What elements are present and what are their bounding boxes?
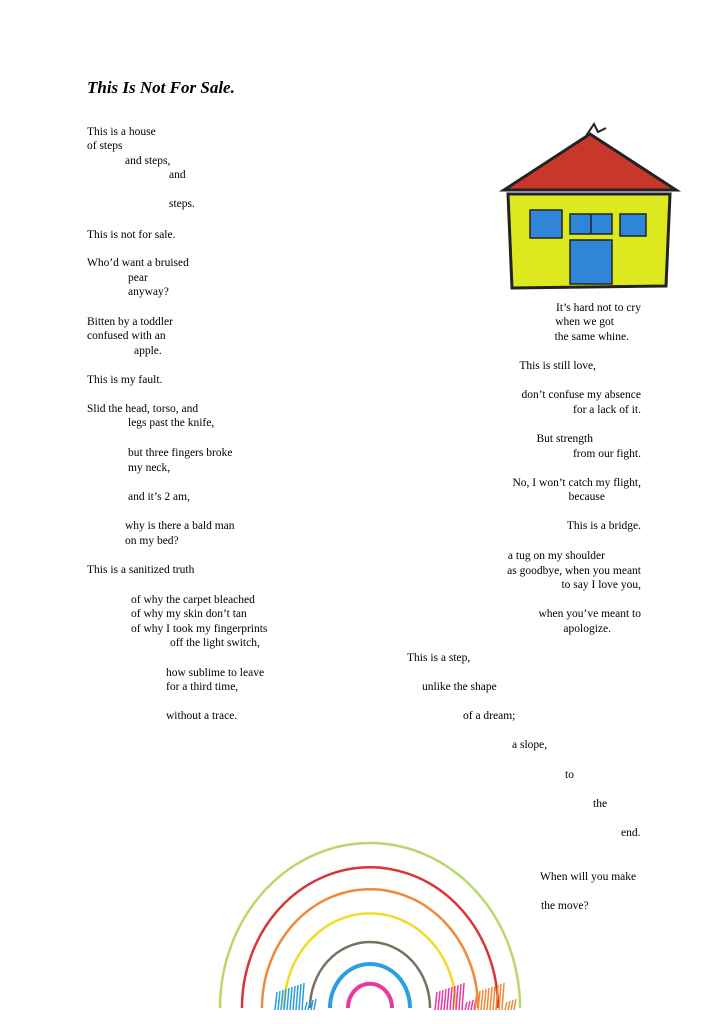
poem-line: when you’ve meant to <box>538 608 641 620</box>
grass-stroke <box>314 999 316 1010</box>
grass-stroke <box>484 989 486 1010</box>
grass-stroke <box>308 1001 310 1010</box>
poem-line: This is my fault. <box>87 374 163 386</box>
poem-line: but three fingers broke <box>128 447 233 459</box>
poem-line: the <box>593 798 608 810</box>
poem-line: my neck, <box>128 462 171 474</box>
poem-line: confused with an <box>87 330 166 342</box>
poem-line: steps. <box>169 198 195 210</box>
house-roof <box>504 134 676 190</box>
poem-line: end. <box>621 827 641 839</box>
poem-line: and steps, <box>125 155 171 167</box>
poem-line: This is still love, <box>519 360 596 372</box>
grass-stroke <box>296 985 298 1010</box>
grass-stroke <box>278 991 280 1010</box>
poem-line: how sublime to leave <box>166 667 265 679</box>
grass-stroke <box>487 988 489 1010</box>
poem-line: off the light switch, <box>170 637 260 649</box>
rainbow-arc <box>330 964 410 1008</box>
grass-stroke <box>435 992 437 1010</box>
grass-stroke <box>444 989 446 1010</box>
poem-line: why is there a bald man <box>125 520 235 532</box>
grass-stroke <box>456 985 458 1010</box>
poem-line: a slope, <box>512 739 548 751</box>
poem-line: No, I won’t catch my flight, <box>512 477 641 489</box>
poem-line: This is a sanitized truth <box>87 564 195 576</box>
poem-line: When will you make <box>540 871 637 883</box>
grass-stroke <box>281 990 283 1010</box>
grass-stroke <box>462 983 464 1010</box>
rainbow-arc <box>348 984 392 1008</box>
poem-line: This is a house <box>87 126 156 138</box>
grass-stroke <box>305 1002 307 1010</box>
poem-line: a tug on my shoulder <box>507 550 605 562</box>
rainbow-arc <box>310 942 430 1008</box>
poem-line: for a lack of it. <box>572 404 641 416</box>
house-drawing <box>490 118 685 298</box>
poem-line: of a dream; <box>463 710 516 722</box>
grass-stroke <box>290 987 292 1010</box>
poem-line: of why I took my fingerprints <box>131 623 268 635</box>
poem-line: without a trace. <box>166 710 238 722</box>
poem-line: Slid the head, torso, and <box>87 403 199 415</box>
rainbow-arc <box>284 913 456 1008</box>
poem-line: as goodbye, when you meant <box>507 565 641 577</box>
poem-line: This is a bridge. <box>566 520 641 532</box>
poem-line: It’s hard not to cry <box>556 302 641 314</box>
poem-line: of why my skin don’t tan <box>131 608 247 620</box>
grass-stroke <box>505 1002 507 1010</box>
grass-stroke <box>514 999 516 1010</box>
poem-line: Bitten by a toddler <box>87 316 173 328</box>
house-window-left <box>530 210 562 238</box>
grass-stroke <box>471 1000 473 1010</box>
grass-stroke <box>459 984 461 1010</box>
poem-line: to say I love you, <box>561 579 641 591</box>
poem-line: Who’d want a bruised <box>87 257 189 269</box>
poem-line: This is a step, <box>407 652 471 664</box>
grass-stroke <box>499 984 501 1010</box>
grass-stroke <box>299 984 301 1010</box>
house-window-right <box>620 214 646 236</box>
grass-stroke <box>475 992 477 1010</box>
poem-line: for a third time, <box>166 681 239 693</box>
poem-title: This Is Not For Sale. <box>87 78 235 97</box>
poem-line: This is not for sale. <box>87 229 176 241</box>
poem-line: unlike the shape <box>422 681 497 693</box>
poem-line: of why the carpet bleached <box>131 594 255 606</box>
grass-stroke <box>481 990 483 1010</box>
poem-line: legs past the knife, <box>128 417 215 429</box>
grass-stroke <box>450 987 452 1010</box>
grass-stroke <box>287 988 289 1010</box>
poem-line: because <box>568 491 605 503</box>
grass-stroke <box>502 983 504 1010</box>
poem-line: of steps <box>87 140 123 152</box>
poem-line: the same whine. <box>554 331 629 343</box>
poem-line: to <box>565 769 574 781</box>
grass-stroke <box>465 1002 467 1010</box>
grass-stroke <box>490 987 492 1010</box>
grass-stroke <box>302 983 304 1010</box>
poem-line: when we got <box>555 316 614 328</box>
poem-line: apologize. <box>563 623 611 635</box>
rainbow-drawing <box>205 818 535 1012</box>
house-door <box>570 240 612 284</box>
poem-line: But strength <box>536 433 593 445</box>
grass-stroke <box>438 991 440 1010</box>
poem-line: on my bed? <box>125 535 179 547</box>
grass-stroke <box>493 986 495 1010</box>
poem-line: the move? <box>541 900 589 912</box>
grass-stroke <box>293 986 295 1010</box>
grass-stroke <box>508 1001 510 1010</box>
poem-line: anyway? <box>128 286 169 298</box>
poem-line: from our fight. <box>572 448 641 460</box>
grass-stroke <box>511 1000 513 1010</box>
grass-stroke <box>447 988 449 1010</box>
grass-stroke <box>468 1001 470 1010</box>
poem-line: and <box>169 169 186 181</box>
poem-line: pear <box>128 272 148 284</box>
poem-line: don’t confuse my absence <box>521 389 641 401</box>
grass-stroke <box>275 992 277 1010</box>
poem-line: apple. <box>134 345 162 357</box>
poem-line: and it’s 2 am, <box>128 491 190 503</box>
grass-stroke <box>441 990 443 1010</box>
